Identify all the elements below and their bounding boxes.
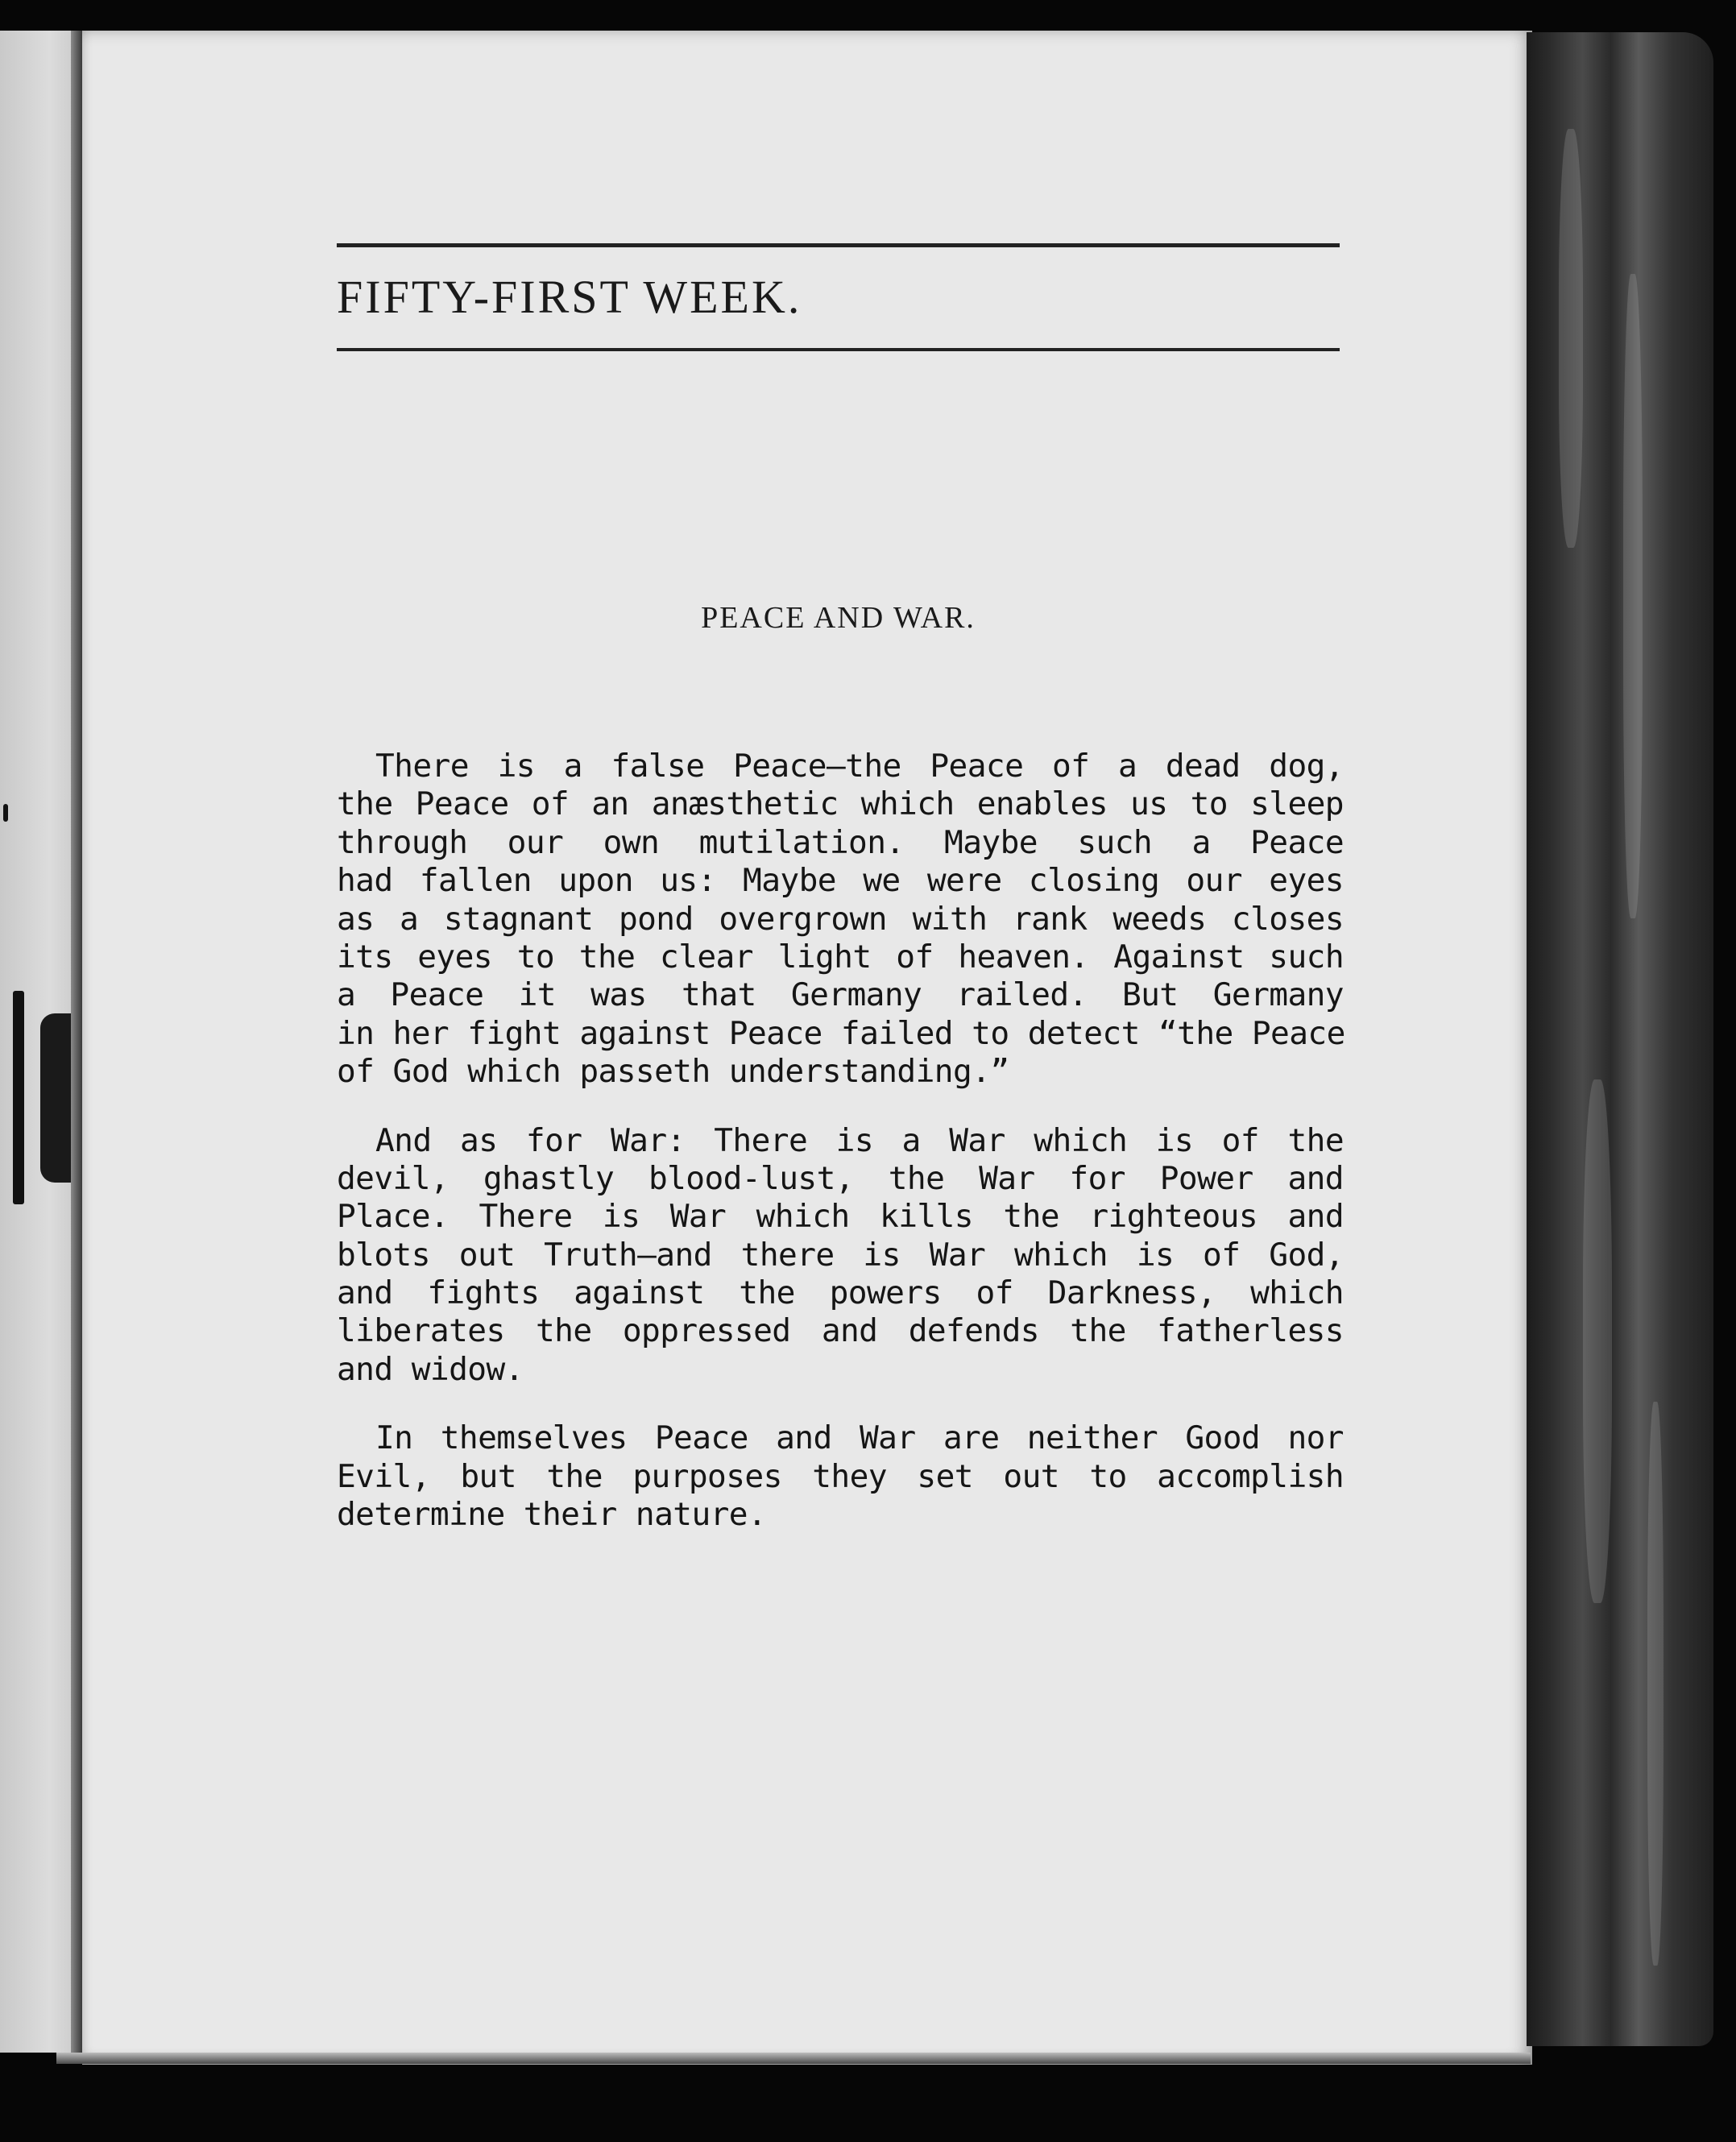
text-line: of God which passeth understanding.” xyxy=(337,1053,1009,1091)
book-cover-edge xyxy=(1527,32,1713,2046)
text-line: its eyes to the clear light of heaven. Against such xyxy=(337,938,1344,976)
text-line: liberates the oppressed and defends the fatherless xyxy=(337,1312,1344,1350)
text-line: and fights against the powers of Darkness, which xyxy=(337,1274,1344,1312)
text-line: blots out Truth—and there is War which is of God, xyxy=(337,1236,1344,1274)
facing-page-edge xyxy=(0,31,71,2053)
text-line: in her fight against Peace failed to detect “the Peace xyxy=(337,1014,1345,1052)
section-title: PEACE AND WAR. xyxy=(701,601,976,635)
top-rule xyxy=(337,243,1340,247)
paragraph xyxy=(337,1419,1344,1534)
heading-rule xyxy=(337,348,1340,351)
text-line: In themselves Peace and War are neither Good nor xyxy=(375,1419,1344,1457)
facing-page-mark xyxy=(3,804,8,822)
text-line: devil, ghastly blood-lust, the War for Power and xyxy=(337,1159,1344,1197)
article-body xyxy=(337,748,1344,1564)
text-line: the Peace of an anæsthetic which enables us to sleep xyxy=(337,785,1344,823)
text-line: Evil, but the purposes they set out to accomplish xyxy=(337,1457,1344,1495)
text-line: Place. There is War which kills the righteous and xyxy=(337,1198,1344,1236)
paragraph xyxy=(337,748,1344,1092)
text-line: a Peace it was that Germany railed. But Germany xyxy=(337,976,1344,1014)
text-line: as a stagnant pond overgrown with rank weeds closes xyxy=(337,900,1344,938)
week-heading: FIFTY-FIRST WEEK. xyxy=(337,271,802,323)
facing-page-mark xyxy=(13,991,24,1204)
paragraph xyxy=(337,1122,1344,1390)
text-line: determine their nature. xyxy=(337,1496,767,1534)
book-gutter xyxy=(71,31,82,2053)
text-line: and widow. xyxy=(337,1350,524,1388)
text-line: through our own mutilation. Maybe such a Peace xyxy=(337,823,1344,861)
text-line: had fallen upon us: Maybe we were closing our eyes xyxy=(337,862,1344,900)
text-line: And as for War: There is a War which is of the xyxy=(375,1121,1344,1159)
text-line: There is a false Peace—the Peace of a dead dog, xyxy=(375,748,1344,785)
page-bottom-edge xyxy=(56,2053,1531,2064)
